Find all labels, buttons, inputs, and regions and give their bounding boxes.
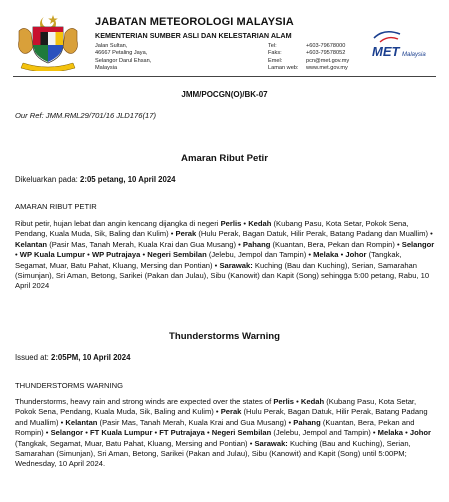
warning-text: Kuching (Bau dan Kuching), Serian, Samarahan (Simunjan), Sri Aman, Betong, Sarikei (Pakan dan Julau), Sibu (Kanowit) dan Kapit (Song) sehingga 5:00 petang, Rabu, 10 April 2024 (15, 260, 430, 291)
logo-subtext: Malaysia (402, 52, 426, 58)
english-issued-line (15, 353, 130, 362)
region-name: Perak (220, 407, 242, 417)
warning-text: • (85, 250, 92, 260)
region-name: Perlis (220, 219, 242, 228)
warning-text: Ribut petir, hujan lebat dan angin kencang dijangka di negeri (15, 219, 221, 228)
warning-text: • (241, 219, 249, 228)
malay-issued-line (15, 175, 176, 184)
contact-values (306, 43, 349, 72)
warning-text: (Jelebu, Jempol and Tampin) • (271, 428, 378, 438)
ministry-name: KEMENTERIAN SUMBER ASLI DAN KELESTARIAN ALAM (95, 31, 292, 40)
warning-text: • (204, 428, 212, 438)
contact-label-email: Emel: (268, 57, 283, 64)
region-name: Kedah (248, 219, 272, 228)
english-issued-label: Issued at: (15, 353, 49, 362)
warning-text: • (15, 250, 20, 260)
address-line: Selangor Darul Ehsan, (95, 57, 152, 64)
english-subtitle: THUNDERSTORMS WARNING (15, 381, 123, 390)
reference-number: JMM/POCGN(O)/BK-07 (181, 90, 268, 99)
region-name: Selangor (50, 428, 84, 438)
warning-text: (Kubang Pasu, Kota Setar, Pokok Sena, Pendang, Kuala Muda, Sik, Baling dan Kulim) • (15, 219, 409, 239)
region-name: Negeri Sembilan (211, 428, 272, 438)
warning-text: • (338, 250, 346, 260)
address-line: Malaysia (95, 64, 118, 71)
address-block (95, 43, 151, 72)
region-name: Johor (345, 250, 367, 260)
warning-text: (Hulu Perak, Bagan Datuk, Hilir Perak, Batang Padang and Muallim) • (15, 407, 428, 427)
contact-labels (268, 43, 298, 72)
warning-text: (Tangkak, Segamat, Muar, Batu Pahat, Kluang, Mersing dan Pontian) • (15, 250, 402, 270)
english-issued-value: 2:05PM, 10 April 2024 (50, 353, 131, 362)
region-name: Pahang (293, 417, 321, 427)
coat-of-arms-icon (13, 13, 83, 71)
region-name: Melaka (313, 250, 339, 260)
region-name: Kelantan (65, 417, 98, 427)
region-name: Pahang (242, 239, 271, 249)
warning-text: • (402, 428, 410, 438)
region-name: Kelantan (15, 239, 48, 249)
region-name: Sarawak: (219, 260, 253, 270)
warning-text: (Pasir Mas, Tanah Merah, Kuala Krai dan Gua Musang) • (47, 239, 243, 249)
region-name: FT Kuala Lumpur (89, 428, 153, 438)
contact-label-tel: Tel: (268, 43, 277, 49)
warning-text: • (140, 250, 148, 260)
contact-email[interactable]: pcn@met.gov.my (306, 57, 350, 64)
warning-text: (Hulu Perak, Bagan Datuk, Hilir Perak, Batang Padang dan Muallim) • (196, 229, 433, 239)
address-line: Jalan Sultan, (95, 43, 128, 49)
organization-name: JABATAN METEOROLOGI MALAYSIA (95, 16, 294, 28)
malay-issued-value: 2:05 petang, 10 April 2024 (80, 175, 176, 184)
warning-text: (Kubang Pasu, Kota Setar, Pokok Sena, Pendang, Kuala Muda, Sik, Baling and Kulim) • (15, 397, 417, 417)
region-name: Johor (409, 428, 431, 438)
region-name: Sarawak: (254, 438, 288, 448)
warning-text: (Pasir Mas, Tanah Merah, Kuala Krai and Gua Musang) • (97, 417, 294, 427)
warning-text: • (83, 428, 90, 438)
region-name: Kedah (300, 397, 325, 406)
contact-website[interactable]: www.met.gov.my (306, 64, 348, 71)
warning-text: (Tangkak, Segamat, Muar, Batu Pahat, Kluang, Mersing and Pontian) • (15, 438, 255, 448)
region-name: WP Putrajaya (91, 250, 141, 260)
malay-subtitle: AMARAN RIBUT PETIR (15, 202, 97, 211)
met-malaysia-logo (366, 30, 436, 64)
contact-fax: +603-79578052 (306, 50, 346, 57)
warning-text: (Kuantan, Bera, Pekan and Rompin) • (15, 417, 415, 438)
address-line: 46667 Petaling Jaya, (95, 50, 148, 57)
region-name: WP Kuala Lumpur (19, 250, 86, 260)
english-warning-title: Thunderstorms Warning (168, 331, 281, 342)
logo-text: MET (372, 44, 400, 59)
contact-tel: +603-79678000 (306, 43, 346, 49)
warning-text: (Jelebu, Jempol dan Tampin) • (206, 250, 314, 260)
malay-warning-title: Amaran Ribut Petir (181, 153, 268, 164)
region-name: Melaka (377, 428, 403, 438)
contact-label-web: Laman web: (268, 64, 299, 71)
our-reference: Our Ref: JMM.RML29/701/16 JLD176(17) (15, 111, 156, 120)
region-name: Perlis (273, 397, 295, 406)
region-name: Selangor (401, 239, 435, 249)
region-name: FT Putrajaya (159, 428, 205, 438)
warning-text: (Kuantan, Bera, Pekan dan Rompin) • (270, 239, 402, 249)
warning-text: • (152, 428, 160, 438)
warning-text: • (294, 397, 301, 406)
contact-label-fax: Faks: (268, 50, 282, 57)
warning-text: Thunderstorms, heavy rain and strong winds are expected over the states of (15, 397, 274, 406)
region-name: Negeri Sembilan (147, 250, 207, 260)
header-divider (13, 76, 436, 77)
warning-text: Kuching (Bau and Kuching), Serian, Samarahan (Simunjan), Sri Aman, Betong, Sarikei (Pakan and Julau), Sibu (Kanowit) and Kapit (Song) until 5:00PM; Wednesday, 10 April 2024. (15, 438, 411, 469)
malay-warning-body (15, 219, 435, 292)
english-warning-body (15, 397, 435, 470)
malay-issued-label: Dikeluarkan pada: (15, 175, 78, 184)
region-name: Perak (175, 229, 197, 239)
